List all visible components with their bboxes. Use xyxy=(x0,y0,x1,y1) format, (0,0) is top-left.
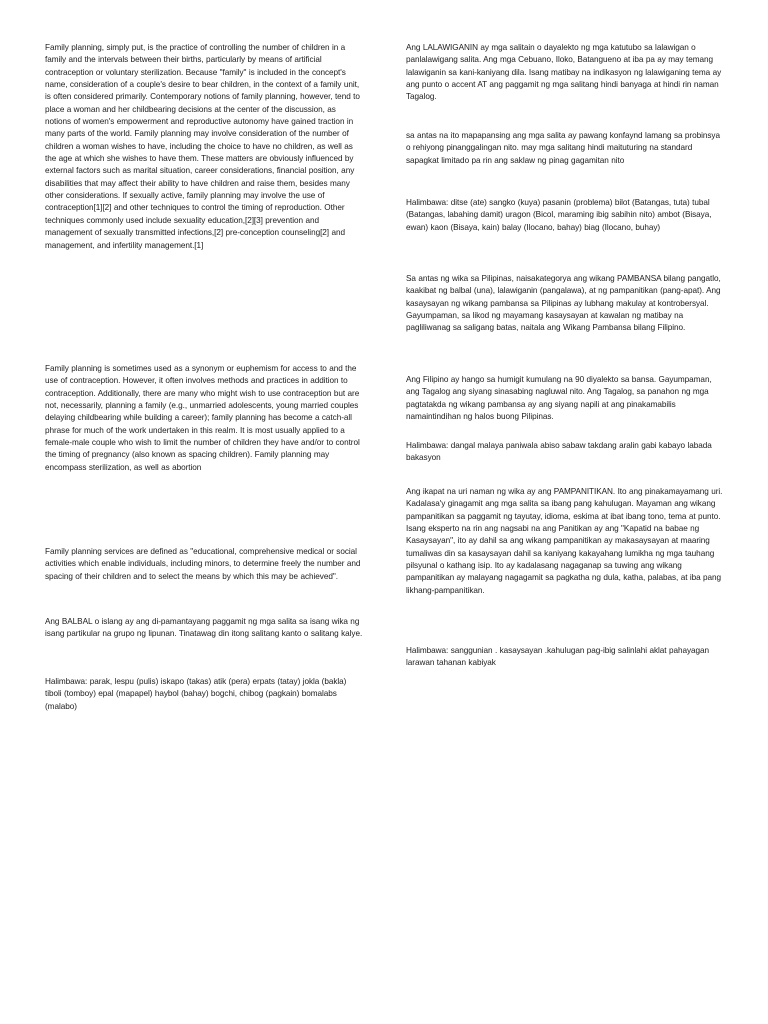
pampanitikan-paragraph: Ang ikapat na uri naman ng wika ay ang PAMPANITIKAN. Ito ang pinakamayamang uri. Kadalasa'y ginagamit ang mga salita sa ibang pang kahulugan. Mayaman ang wikang pampanitikan sa paggamit ng tayutay, idioma, eskima at ibat ibang tono, tema at punto. Isang eksperto na rin ang nagsabi na ang Panitikan ay ang "Kapatid na babae ng Kasaysayan", ito ay dahil sa ang wikang pampanitikan ay makasaysayan at maaring tumaliwas din sa kasaysayan dahil sa kaniyang kakayahang lumikha ng mga tauhang pilsyunal o kathang isip. Ito ay kadalasang nagaganap sa tuwing ang wikang pampanitikan ay malayang nagagamit sa pagkatha ng dula, katha, palabas, at iba pang likhang-pampanitikan. xyxy=(406,487,723,595)
family-planning-paragraph-1: Family planning, simply put, is the practice of controlling the number of children in a family and the intervals between their births, particularly by means of artificial contraception or voluntary sterilization. Because "family" is included in the concept's name, consideration of a couple's desire to bear children, in the context of a family unit, is often considered primarily. Contemporary notions of family planning, however, tend to place a woman and her childbearing decisions at the center of the discussion, as notions of women's empowerment and reproductive autonomy have gained traction in many parts of the world. Family planning may involve consideration of the number of children a woman wishes to have, including the choice to have no children, as well as the age at which she wishes to have them. These matters are obviously influenced by external factors such as marital situation, career considerations, financial position, any disabilities that may affect their ability to have children and raise them, besides many other considerations. If sexually active, family planning may involve the use of contraception[1][2] and other techniques to control the timing of reproduction. Other techniques commonly used include sexuality education,[2][3] prevention and management of sexually transmitted infections,[2] pre-conception counseling[2] and management, and infertility management.[1] xyxy=(45,43,360,250)
family-planning-paragraph-2: Family planning is sometimes used as a synonym or euphemism for access to and the use of contraception. However, it often involves methods and practices in addition to contraception. Additionally, there are many who might wish to use contraception but are not, necessarily, planning a family (e.g., unmarried adolescents, young married couples delaying childbearing while building a career); family planning has become a catch-all phrase for much of the work undertaken in this realm. It is most usually applied to a female-male couple who wish to limit the number of children they have and/or to control the timing of pregnancy (also known as spacing children). Family planning may encompass sterilization, as well as abortion xyxy=(45,364,360,472)
pampanitikan-examples-paragraph: Halimbawa: sanggunian . kasaysayan .kahulugan pag-ibig salinlahi aklat pahayagan larawan tahanan kabiyak xyxy=(406,646,710,668)
pambansa-examples-paragraph: Halimbawa: dangal malaya paniwala abiso sabaw takdang aralin gabi kabayo labada bakasyon xyxy=(406,441,712,463)
lalawiganin-paragraph: Ang LALAWIGANIN ay mga salitain o dayalekto ng mga katutubo sa lalawigan o panlalawigang salita. Ang mga Cebuano, Iloko, Batangueno at iba pa ay may temang lalawiganin sa kani-kaniyang dila. Isang matibay na indikasyon ng lalawiganing tema ay ang punto o accent AT ang paggamit ng mga salitang hindi banyaga at hindi rin naman Tagalog. xyxy=(406,43,722,102)
pambansa-paragraph: Sa antas ng wika sa Pilipinas, naisakategorya ang wikang PAMBANSA bilang pangatlo, kaakibat ng balbal (una), lalawiganin (pangalawa), at ng pampanitikan (pang-apat). Ang kasaysayan ng wikang pambansa sa Pilipinas ay lubhang makulay at kontrobersyal. Gayumpaman, sa likod ng mayamang kasaysayan at kawalan ng matibay na pagliliwanag sa saligang batas, naitala ang Wikang Pambansa bilang Filipino. xyxy=(406,274,721,333)
filipino-paragraph: Ang Filipino ay hango sa humigit kumulang na 90 diyalekto sa bansa. Gayumpaman, ang Tagalog ang siyang sinasabing nagluwal nito. Ang Tagalog, sa panahon ng mga pagtatakda ng wikang pambansa ay ang siyang napili at ang pinakamabilis namaintindihan ng halos buong Pilipinas. xyxy=(406,375,712,422)
lalawiganin-examples-paragraph: Halimbawa: ditse (ate) sangko (kuya) pasanin (problema) bilot (Batangas, tuta) tubal (Batangas, labahing damit) uragon (Bicol, maraming ibig sabihin nito) ambot (Bisaya, ewan) kaon (Bisaya, kain) balay (Ilocano, bahay) biag (Ilocano, buhay) xyxy=(406,198,712,232)
balbal-examples-paragraph: Halimbawa: parak, lespu (pulis) iskapo (takas) atik (pera) erpats (tatay) jokla (bakla) tiboli (tomboy) epal (mapapel) haybol (bahay) bogchi, chibog (pagkain) bomalabs (malabo) xyxy=(45,677,347,711)
lalawiganin-level-paragraph: sa antas na ito mapapansing ang mga salita ay pawang konfaynd lamang sa probinsya o rehiyong pinanggalingan nito. may mga salitang hindi maituturing na standard sapagkat limitado pa rin ang saklaw ng pinag gagamitan nito xyxy=(406,131,720,165)
family-planning-services-paragraph: Family planning services are defined as "educational, comprehensive medical or social activities which enable individuals, including minors, to determine freely the number and spacing of their children and to select the means by which this may be achieved". xyxy=(45,547,361,581)
balbal-paragraph: Ang BALBAL o islang ay ang di-pamantayang paggamit ng mga salita sa isang wika ng isang partikular na grupo ng lipunan. Tinatawag din itong salitang kanto o salitang kalye. xyxy=(45,617,363,639)
